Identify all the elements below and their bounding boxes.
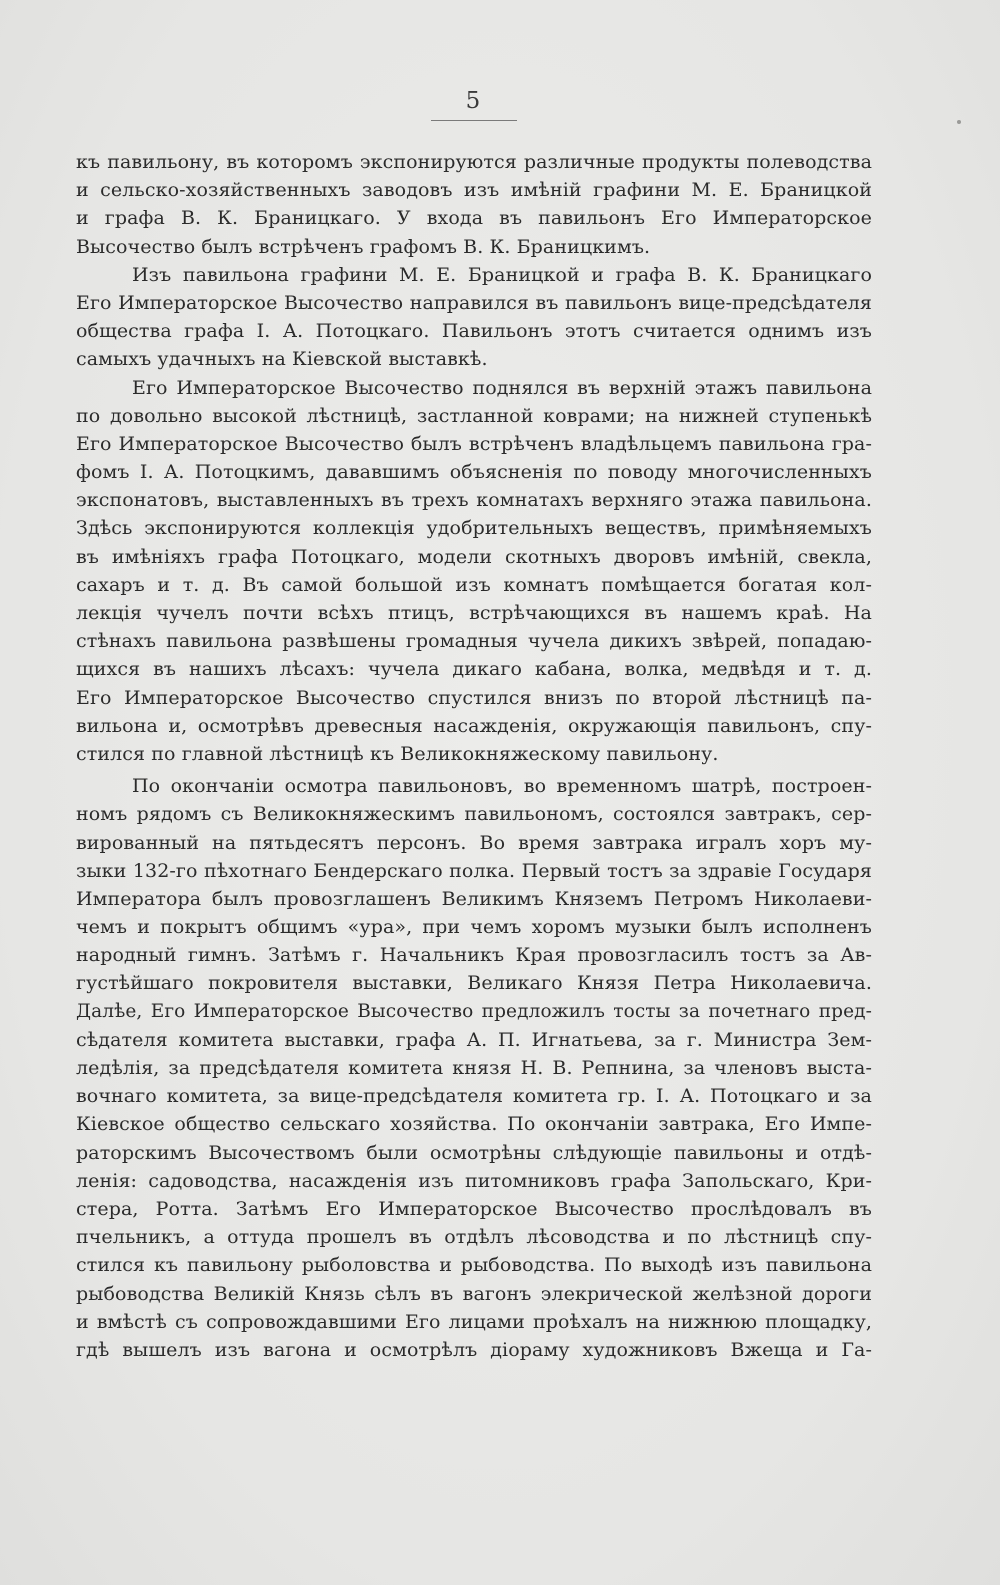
page-number: 5 — [465, 88, 481, 114]
text-line: сахаръ и т. д. Въ самой большой изъ комнатъ помѣщается богатая кол- — [76, 573, 872, 596]
text-line: Его Императорское Высочество спустился внизъ по второй лѣстницѣ па- — [76, 686, 872, 709]
text-line: и вмѣстѣ съ сопровождавшими Его лицами проѣхалъ на нижнюю площадку, — [76, 1310, 872, 1333]
text-line: и сельско-хозяйственныхъ заводовъ изъ имѣній графини М. Е. Браницкой — [76, 179, 872, 202]
text-line: Высочество былъ встрѣченъ графомъ В. К. Браницкимъ. — [76, 235, 651, 258]
text-line: вильона и, осмотрѣвъ древесныя насажденія, окружающія павильонъ, спу- — [76, 714, 872, 737]
text-line: въ имѣніяхъ графа Потоцкаго, модели скотныхъ дворовъ имѣній, свекла, — [76, 545, 872, 568]
text-line: Далѣе, Его Императорское Высочество предложилъ тосты за почетнаго пред- — [76, 1000, 872, 1022]
text-line: щихся въ нашихъ лѣсахъ: чучела дикаго кабана, волка, медвѣдя и т. д. — [76, 658, 872, 681]
text-line: стѣнахъ павильона развѣшены громадныя чучела дикихъ звѣрей, попадаю- — [76, 630, 872, 653]
text-line: По окончаніи осмотра павильоновъ, во временномъ шатрѣ, построен- — [132, 775, 872, 798]
text-line: номъ рядомъ съ Великокняжескимъ павильономъ, состоялся завтракъ, сер- — [76, 803, 872, 826]
text-line: по довольно высокой лѣстницѣ, застланной коврами; на нижней ступенькѣ — [76, 404, 872, 427]
text-line: стера, Ротта. Затѣмъ Его Императорское Высочество прослѣдовалъ въ — [76, 1197, 872, 1220]
text-line: Его Императорское Высочество направился въ павильонъ вице-предсѣдателя — [76, 291, 872, 314]
text-line: раторскимъ Высочествомъ были осмотрѣны слѣдующіе павильоны и отдѣ- — [76, 1141, 872, 1164]
text-line: лекція чучелъ почти всѣхъ птицъ, встрѣчающихся въ нашемъ краѣ. На — [76, 602, 872, 624]
text-line: стился по главной лѣстницѣ къ Великокняжескому павильону. — [76, 742, 719, 765]
paragraph — [76, 772, 872, 1364]
text-line: стился къ павильону рыболовства и рыбоводства. По выходѣ изъ павильона — [76, 1254, 872, 1277]
paragraph — [76, 374, 872, 769]
text-line: и графа В. К. Браницкаго. У входа въ павильонъ Его Императорское — [76, 207, 872, 230]
text-line: общества графа І. А. Потоцкаго. Павильонъ этотъ считается однимъ изъ — [76, 320, 872, 343]
text-line: фомъ І. А. Потоцкимъ, дававшимъ объясненія по поводу многочисленныхъ — [76, 461, 872, 484]
text-line: зыки 132-го пѣхотнаго Бендерскаго полка. Первый тостъ за здравіе Государя — [76, 859, 872, 882]
paragraph — [76, 148, 872, 261]
text-line: Изъ павильона графини М. Е. Браницкой и графа В. К. Браницкаго — [132, 263, 872, 286]
text-line: Императора былъ провозглашенъ Великимъ Княземъ Петромъ Николаеви- — [76, 887, 872, 910]
text-line: Кіевское общество сельскаго хозяйства. По окончаніи завтрака, Его Импе- — [76, 1113, 872, 1136]
text-line: пчельникъ, а оттуда прошелъ въ отдѣлъ лѣсоводства и по лѣстницѣ спу- — [76, 1226, 872, 1249]
text-line: сѣдателя комитета выставки, графа А. П. Игнатьева, за г. Министра Зем- — [76, 1028, 872, 1051]
body-text — [76, 148, 872, 1364]
text-line: экспонатовъ, выставленныхъ въ трехъ комнатахъ верхняго этажа павильона. — [76, 489, 872, 512]
text-line: вочнаго комитета, за вице-предсѣдателя комитета гр. І. А. Потоцкаго и за — [76, 1085, 872, 1108]
paragraph — [76, 261, 872, 374]
text-line: къ павильону, въ которомъ экспонируются различные продукты полеводства — [76, 151, 872, 173]
text-line: народный гимнъ. Затѣмъ г. Начальникъ Края провозгласилъ тостъ за Ав- — [76, 944, 872, 967]
text-line: Его Императорское Высочество былъ встрѣченъ владѣльцемъ павильона гра- — [76, 432, 872, 455]
text-line: чемъ и покрытъ общимъ «ура», при чемъ хоромъ музыки былъ исполненъ — [76, 916, 872, 939]
text-line: вированный на пятьдесятъ персонъ. Во время завтрака игралъ хоръ му- — [76, 831, 872, 854]
text-line: Здѣсь экспонируются коллекція удобрительныхъ веществъ, примѣняемыхъ — [76, 517, 872, 540]
text-line: Его Императорское Высочество поднялся въ верхній этажъ павильона — [132, 376, 872, 399]
text-line: рыбоводства Великій Князь сѣлъ въ вагонъ элекрической желѣзной дороги — [76, 1282, 872, 1305]
text-line: густѣйшаго покровителя выставки, Великаго Князя Петра Николаевича. — [76, 972, 872, 995]
text-line: гдѣ вышелъ изъ вагона и осмотрѣлъ діораму художниковъ Вжеща и Га- — [76, 1338, 872, 1361]
text-line: ленія: садоводства, насажденія изъ питомниковъ графа Запольскаго, Кри- — [76, 1169, 872, 1192]
text-line: самыхъ удачныхъ на Кіевской выставкѣ. — [76, 348, 488, 371]
text-line: ледѣлія, за предсѣдателя комитета князя Н. В. Репнина, за членовъ выста- — [76, 1057, 872, 1079]
paper-speck — [957, 120, 961, 124]
page-number-rule — [431, 120, 517, 121]
